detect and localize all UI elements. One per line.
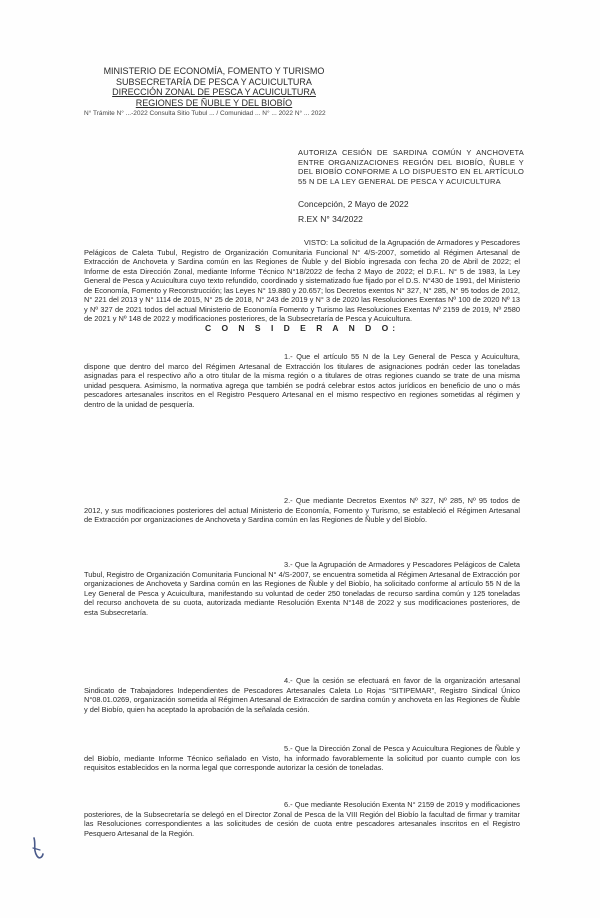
considerando-6 bbox=[84, 800, 520, 838]
resolution-subject: AUTORIZA CESIÓN DE SARDINA COMÚN Y ANCHOVETA ENTRE ORGANIZACIONES REGIÓN DEL BIOBÍO, ÑUBLE Y DEL BIOBÍO CONFORME A LO DISPUESTO EN EL ARTÍCULO 55 N DE LA LEY GENERAL DE PESCA Y ACUICULTURA bbox=[298, 148, 524, 186]
subsecretaria-name: SUBSECRETARÍA DE PESCA Y ACUICULTURA bbox=[116, 76, 312, 87]
considerando-4-text: 4.- Que la cesión se efectuará en favor de la organización artesanal Sindicato de Trabajadores Independientes de Pescadores Artesanales Caleta Lo Rojas “SITIPEMAR”, Registro Sindical Único N°08.01.0269, organización sometida al Régimen Artesanal de Extracción de sardina común y anchoveta en las Regiones de Ñuble y del Biobío, quien ha aceptado la aprobación de la señalada cesión. bbox=[84, 676, 520, 714]
margin-pen-mark-icon bbox=[30, 836, 46, 862]
considerando-1 bbox=[84, 352, 520, 409]
considerando-4 bbox=[84, 676, 520, 714]
considerando-3-text: 3.- Que la Agrupación de Armadores y Pescadores Pelágicos de Caleta Tubul, Registro de Organización Comunitaria Funcional N° 4/S-2007, se encuentra sometida al Régimen Artesanal de Extracción por organizaciones de Anchoveta y Sardina común en las Regiones de Ñuble y del Biobío, ha solicitado conforme al artículo 55 N de la Ley General de Pesca y Acuicultura, manifestando su voluntad de ceder 250 toneladas de recurso sardina común y 125 toneladas del recurso anchoveta de su cuota, autorizada mediante Resolución Exenta N°148 de 2022 y sus modificaciones posteriores, de esta Subsecretaría. bbox=[84, 560, 520, 617]
considerando-6-text: 6.- Que mediante Resolución Exenta N° 2159 de 2019 y modificaciones posteriores, de la Subsecretaría se delegó en el Director Zonal de Pesca de la VIII Región del Biobío la facultad de firmar y tramitar las Resoluciones correspondientes a las solicitudes de cesión de cuota entre pescadores artesanales inscritos en el Registro Pesquero Artesanal de la Región. bbox=[84, 800, 520, 838]
direccion-name: DIRECCIÓN ZONAL DE PESCA Y ACUICULTURA bbox=[112, 87, 316, 97]
letterhead bbox=[84, 66, 344, 118]
visto-paragraph bbox=[84, 238, 520, 324]
date-line: Concepción, 2 Mayo de 2022 bbox=[298, 199, 409, 209]
considerando-3 bbox=[84, 560, 520, 617]
visto-text: VISTO: La solicitud de la Agrupación de Armadores y Pescadores Pelágicos de Caleta Tubul, Registro de Organización Comunitaria Funcional N° 4/S-2007, sometido al Régimen Artesanal de Extracción de Anchoveta y Sardina común en las Regiones de Ñuble y del Biobío ingresada con fecha 20 de Abril de 2022; el Informe de esta Dirección Zonal, mediante Informe Técnico N°18/2022 de fecha 2 Mayo de 2022; el D.F.L. N° 5 de 1983, la Ley General de Pesca y Acuicultura cuyo texto refundido, coordinado y sistematizado fue fijado por el D.S. N°430 de 1991, del Ministerio de Economía, Fomento y Reconstrucción; las Leyes N° 19.880 y 20.657; los Decretos exentos N° 327, N° 285, N° 95 todos de 2012, N° 221 del 2013 y N° 1114 de 2015, N° 25 de 2018, N° 243 de 2019 y N° 3 de 2020 las Resoluciones Exentas Nº 100 de 2020 Nº 13 y Nº 327 de 2021 todos del actual Ministerio de Economía Fomento y Turismo las Resoluciones Exentas Nº 2159 de 2019, Nº 2580 de 2021 y Nº 148 de 2022 y modificaciones posteriores, de la Subsecretaría de Pesca y Acuicultura. bbox=[84, 238, 520, 323]
resolution-number: R.EX N° 34/2022 bbox=[298, 214, 363, 224]
considerando-heading: C O N S I D E R A N D O: bbox=[204, 323, 400, 333]
considerando-5-text: 5.- Que la Dirección Zonal de Pesca y Acuicultura Regiones de Ñuble y del Biobío, mediante Informe Técnico señalado en Visto, ha informado favorablemente la solicitud por cuanto cumple con los requisitos establecidos en la norma legal que corresponde autorizar la cesión de toneladas. bbox=[84, 744, 520, 772]
considerando-2 bbox=[84, 496, 520, 525]
ministry-name: MINISTERIO DE ECONOMÍA, FOMENTO Y TURISMO bbox=[103, 66, 325, 76]
considerando-5 bbox=[84, 744, 520, 773]
reference-lines: N° Trámite N° ...-2022 Consulta Sitio Tubul ... / Comunidad ... N° ... 2022 N° ... 2022 bbox=[84, 110, 326, 117]
considerando-1-text: 1.- Que el artículo 55 N de la Ley General de Pesca y Acuicultura, dispone que dentro del marco del Régimen Artesanal de Extracción los titulares de asignaciones podrán ceder las toneladas asignadas para el respectivo año a otro titular de la misma región o a titulares de otras regiones cuando se trate de una misma unidad pesquera. Asimismo, la normativa agrega que también se podrá celebrar estos actos jurídicos en beneficio de uno o más pescadores artesanales inscritos en el Registro Pesquero Artesanal en el mismo respectivo en regiones sometidas al régimen y dentro de la unidad de pesquería. bbox=[84, 352, 520, 409]
considerando-2-text: 2.- Que mediante Decretos Exentos Nº 327, Nº 285, Nº 95 todos de 2012, y sus modificaciones posteriores del actual Ministerio de Economía, Fomento y Turismo, se estableció el Régimen Artesanal de Extracción por organizaciones de Anchoveta y Sardina común en las Regiones de Ñuble y del Biobío. bbox=[84, 496, 520, 524]
regions-name: REGIONES DE ÑUBLE Y DEL BIOBÍO bbox=[135, 97, 293, 108]
